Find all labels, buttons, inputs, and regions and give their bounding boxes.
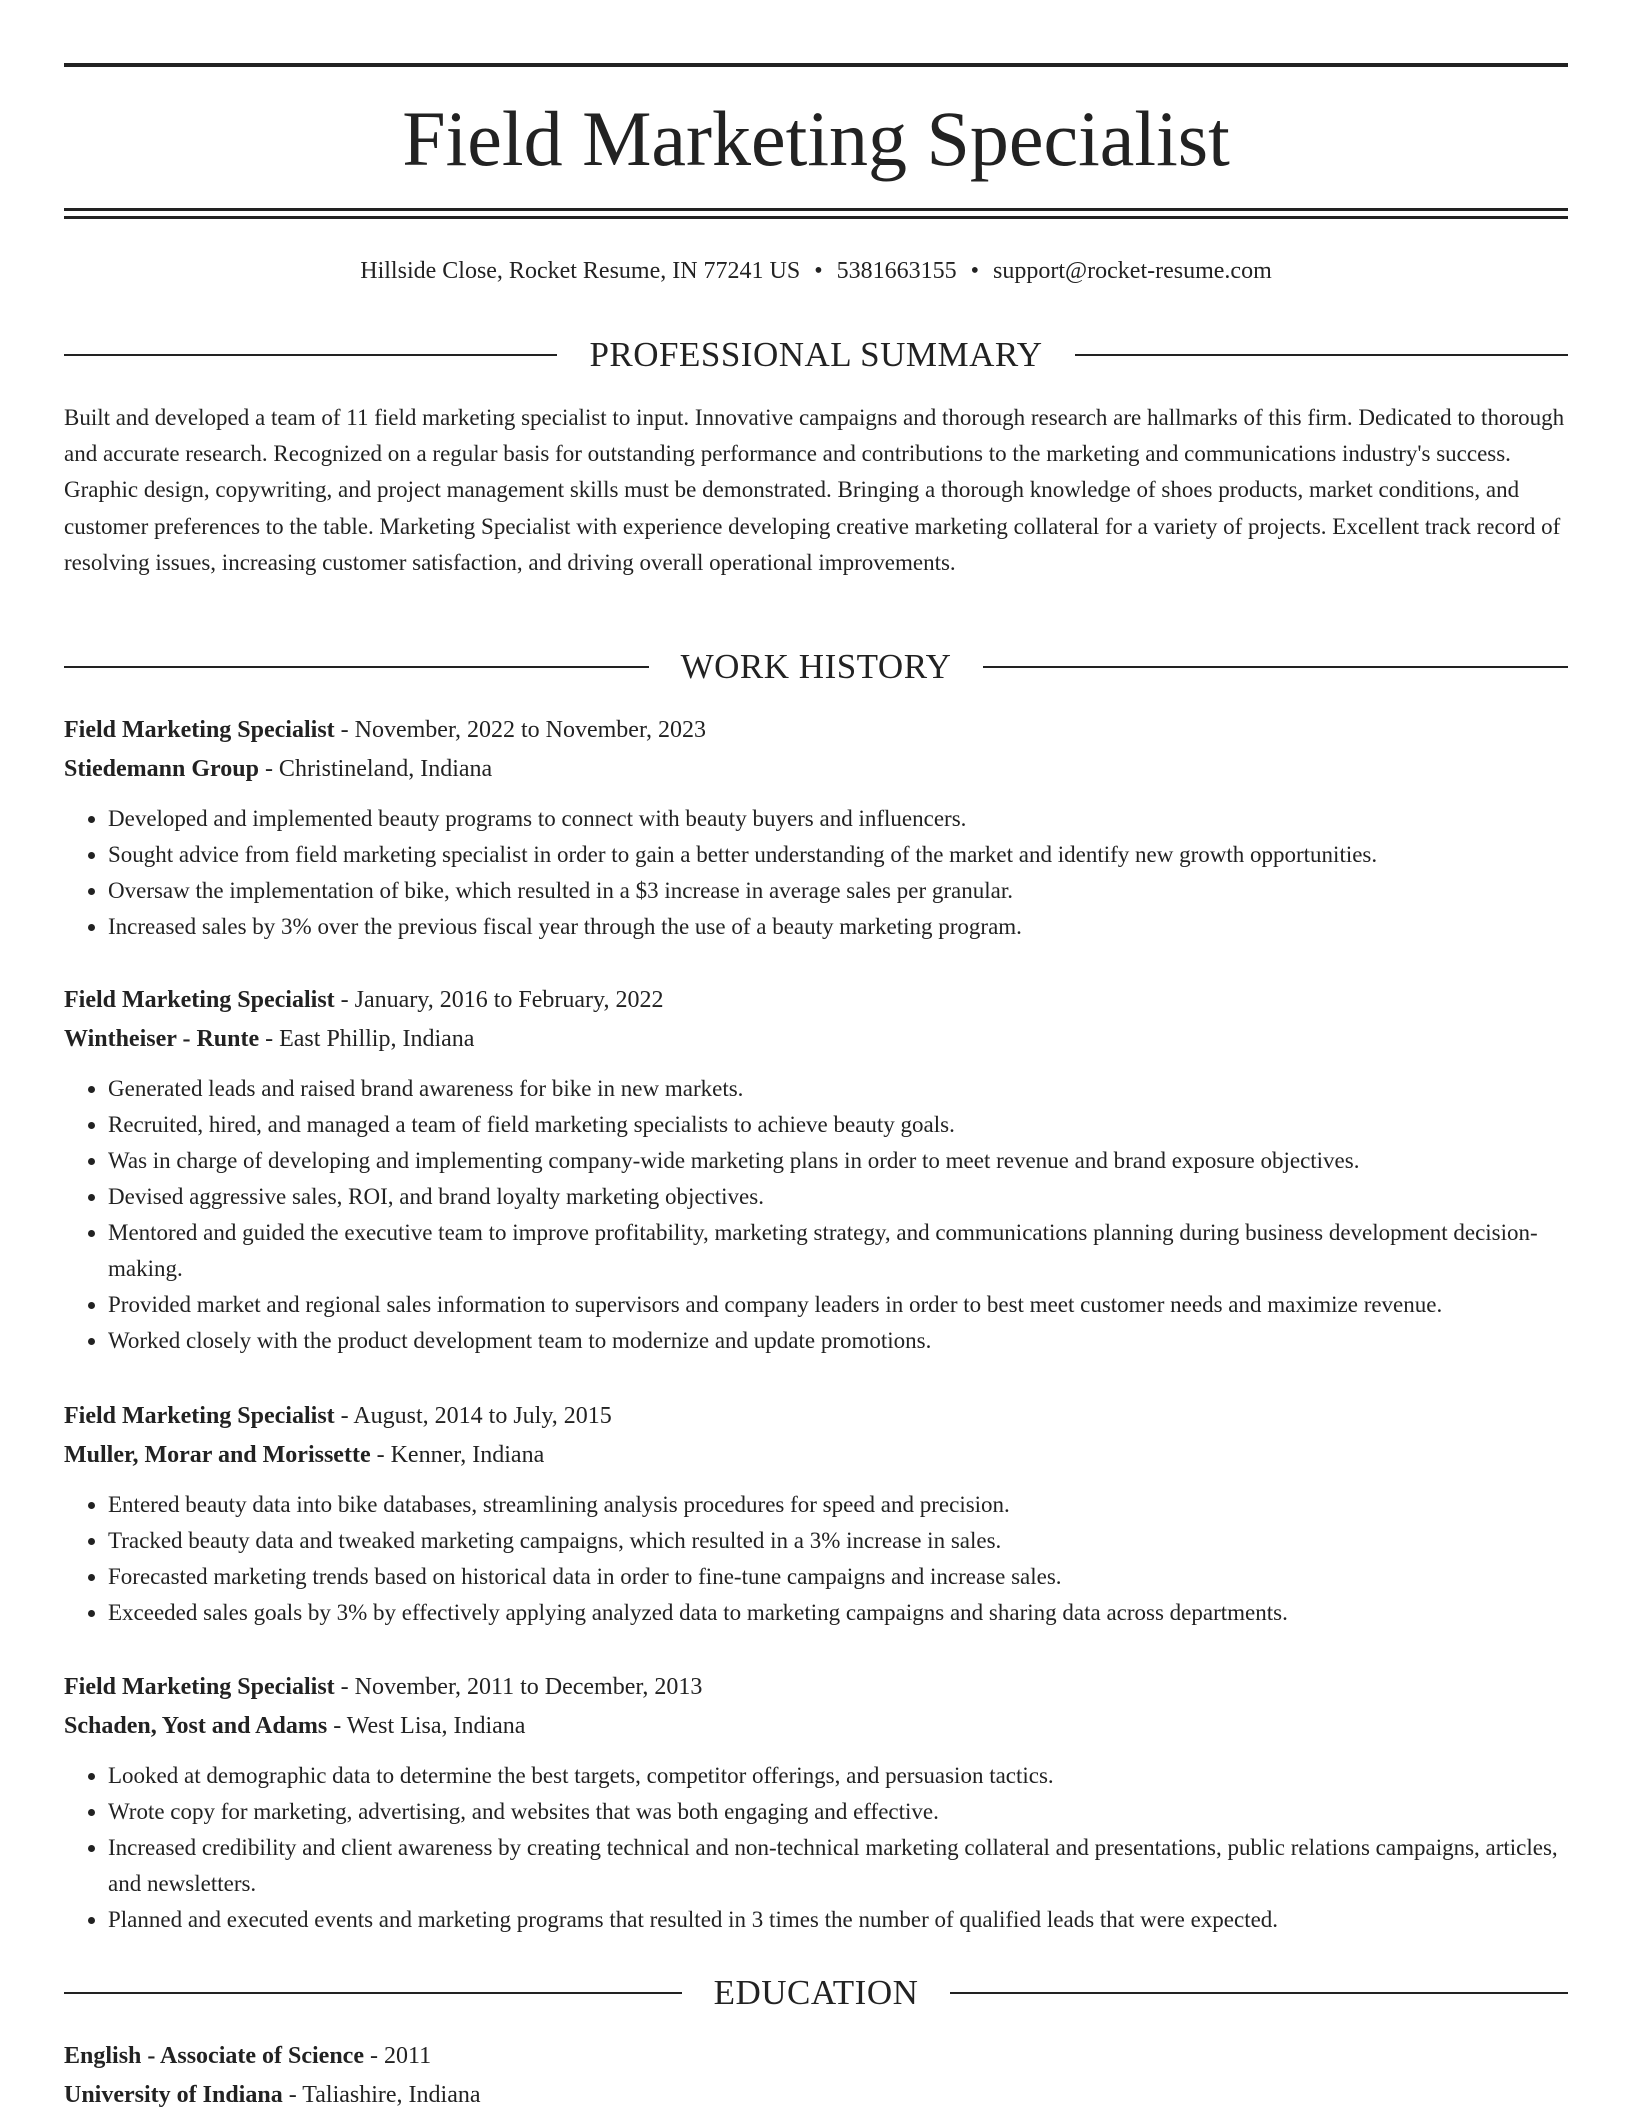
job-bullet: • Sought advice from field marketing specialist in order to gain a better understanding of the market and identify new growth opportunities. <box>108 837 1568 873</box>
job-company: Stiedemann Group <box>64 756 259 782</box>
education-degree: English - Associate of Science <box>64 2043 364 2069</box>
job-bullets <box>64 1758 1568 1938</box>
title-rule-lower <box>64 216 1568 219</box>
heading-rule-left <box>64 1992 682 1994</box>
work-history-heading <box>64 646 1568 688</box>
contact-separator: • <box>970 258 980 284</box>
job-dates: - November, 2011 to December, 2013 <box>334 1674 703 1700</box>
job-bullet: • Forecasted marketing trends based on historical data in order to fine-tune campaigns and increase sales. <box>108 1559 1568 1595</box>
job-bullet: • Mentored and guided the executive team to improve profitability, marketing strategy, and communications planning during business development decision-making. <box>108 1215 1568 1287</box>
job-location: - West Lisa, Indiana <box>327 1713 526 1739</box>
job-bullet: • Devised aggressive sales, ROI, and brand loyalty marketing objectives. <box>108 1179 1568 1215</box>
job-company-line <box>64 1020 1568 1059</box>
work-history-heading-label: WORK HISTORY <box>680 647 952 686</box>
job-location: - East Phillip, Indiana <box>259 1026 475 1052</box>
contact-separator: • <box>814 258 823 284</box>
job-bullet: • Worked closely with the product development team to modernize and update promotions. <box>108 1323 1568 1359</box>
job-bullet: • Exceeded sales goals by 3% by effectively applying analyzed data to marketing campaigns and sharing data across departments. <box>108 1595 1568 1631</box>
job-bullet: • Looked at demographic data to determine the best targets, competitor offerings, and persuasion tactics. <box>108 1758 1568 1794</box>
job-location: - Christineland, Indiana <box>258 756 493 782</box>
job-title: Field Marketing Specialist <box>64 987 335 1013</box>
job-bullets <box>64 1487 1568 1631</box>
job-bullet: • Oversaw the implementation of bike, which resulted in a $3 increase in average sales per granular. <box>108 873 1568 909</box>
job-bullet: • Provided market and regional sales information to supervisors and company leaders in order to best meet customer needs and maximize revenue. <box>108 1287 1568 1323</box>
job-title: Field Marketing Specialist <box>64 1674 335 1700</box>
heading-rule-right <box>983 666 1568 668</box>
job-company: Muller, Morar and Morissette <box>64 1442 371 1468</box>
job-company-line <box>64 1436 1568 1475</box>
education-heading <box>64 1972 1568 2014</box>
job-bullet: • Entered beauty data into bike databases, streamlining analysis procedures for speed and precision. <box>108 1487 1568 1523</box>
heading-rule-right <box>950 1992 1568 1994</box>
job-title-line <box>64 1668 1568 1707</box>
education-degree-line <box>64 2037 1568 2076</box>
job-entry <box>64 981 1568 1359</box>
education-entry <box>64 2037 1568 2115</box>
education-school: University of Indiana <box>64 2082 283 2108</box>
job-title-line <box>64 981 1568 1020</box>
job-location: - Kenner, Indiana <box>370 1442 545 1468</box>
education-heading-label: EDUCATION <box>713 1973 919 2012</box>
contact-phone: 5381663155 <box>836 258 957 284</box>
job-bullets <box>64 1071 1568 1359</box>
heading-rule-left <box>64 666 649 668</box>
top-rule <box>64 63 1568 67</box>
job-bullet: • Generated leads and raised brand awareness for bike in new markets. <box>108 1071 1568 1107</box>
resume-title: Field Marketing Specialist <box>402 95 1230 182</box>
job-bullet: • Increased credibility and client awareness by creating technical and non-technical marketing collateral and presentations, public relations campaigns, articles, and newsletters. <box>108 1830 1568 1902</box>
job-title-line <box>64 1397 1568 1436</box>
job-title: Field Marketing Specialist <box>64 1403 335 1429</box>
education-year: - 2011 <box>364 2043 432 2069</box>
contact-email: support@rocket-resume.com <box>993 258 1272 284</box>
job-entry <box>64 1668 1568 1938</box>
job-dates: - January, 2016 to February, 2022 <box>334 987 664 1013</box>
job-company: Wintheiser - Runte <box>64 1026 260 1052</box>
contact-line <box>64 256 1568 286</box>
job-title-line <box>64 711 1568 750</box>
heading-rule-right <box>1075 354 1568 356</box>
job-company-line <box>64 1707 1568 1746</box>
job-bullet: • Wrote copy for marketing, advertising, and websites that was both engaging and effective. <box>108 1794 1568 1830</box>
summary-heading-label: PROFESSIONAL SUMMARY <box>589 335 1043 374</box>
job-bullet: • Was in charge of developing and implementing company-wide marketing plans in order to meet revenue and brand exposure objectives. <box>108 1143 1568 1179</box>
job-entry <box>64 1397 1568 1631</box>
job-bullets <box>64 801 1568 945</box>
job-bullet: • Developed and implemented beauty programs to connect with beauty buyers and influencers. <box>108 801 1568 837</box>
heading-rule-left <box>64 354 557 356</box>
job-dates: - November, 2022 to November, 2023 <box>334 717 706 743</box>
job-bullet: • Tracked beauty data and tweaked marketing campaigns, which resulted in a 3% increase in sales. <box>108 1523 1568 1559</box>
summary-text: Built and developed a team of 11 field marketing specialist to input. Innovative campaigns and thorough research are hallmarks of this firm. Dedicated to thorough and accurate research. Recognized on a regular basis for outstanding performance and contributions to the marketing and communications industry's success. Graphic design, copywriting, and project management skills must be demonstrated. Bringing a thorough knowledge of shoes products, market conditions, and customer preferences to the table. Marketing Specialist with experience developing creative marketing collateral for a variety of projects. Excellent track record of resolving issues, increasing customer satisfaction, and driving overall operational improvements. <box>64 405 1565 575</box>
title-rule-upper <box>64 208 1568 211</box>
education-location: - Taliashire, Indiana <box>282 2082 481 2108</box>
job-company: Schaden, Yost and Adams <box>64 1713 328 1739</box>
job-company-line <box>64 750 1568 789</box>
job-bullet: • Recruited, hired, and managed a team of field marketing specialists to achieve beauty goals. <box>108 1107 1568 1143</box>
job-title: Field Marketing Specialist <box>64 717 335 743</box>
job-entry <box>64 711 1568 945</box>
summary-heading <box>64 334 1568 376</box>
contact-address: Hillside Close, Rocket Resume, IN 77241 US <box>360 258 801 284</box>
job-bullet: • Increased sales by 3% over the previous fiscal year through the use of a beauty marketing program. <box>108 909 1568 945</box>
job-dates: - August, 2014 to July, 2015 <box>334 1403 612 1429</box>
job-bullet: • Planned and executed events and marketing programs that resulted in 3 times the number of qualified leads that were expected. <box>108 1902 1568 1938</box>
education-school-line <box>64 2076 1568 2115</box>
